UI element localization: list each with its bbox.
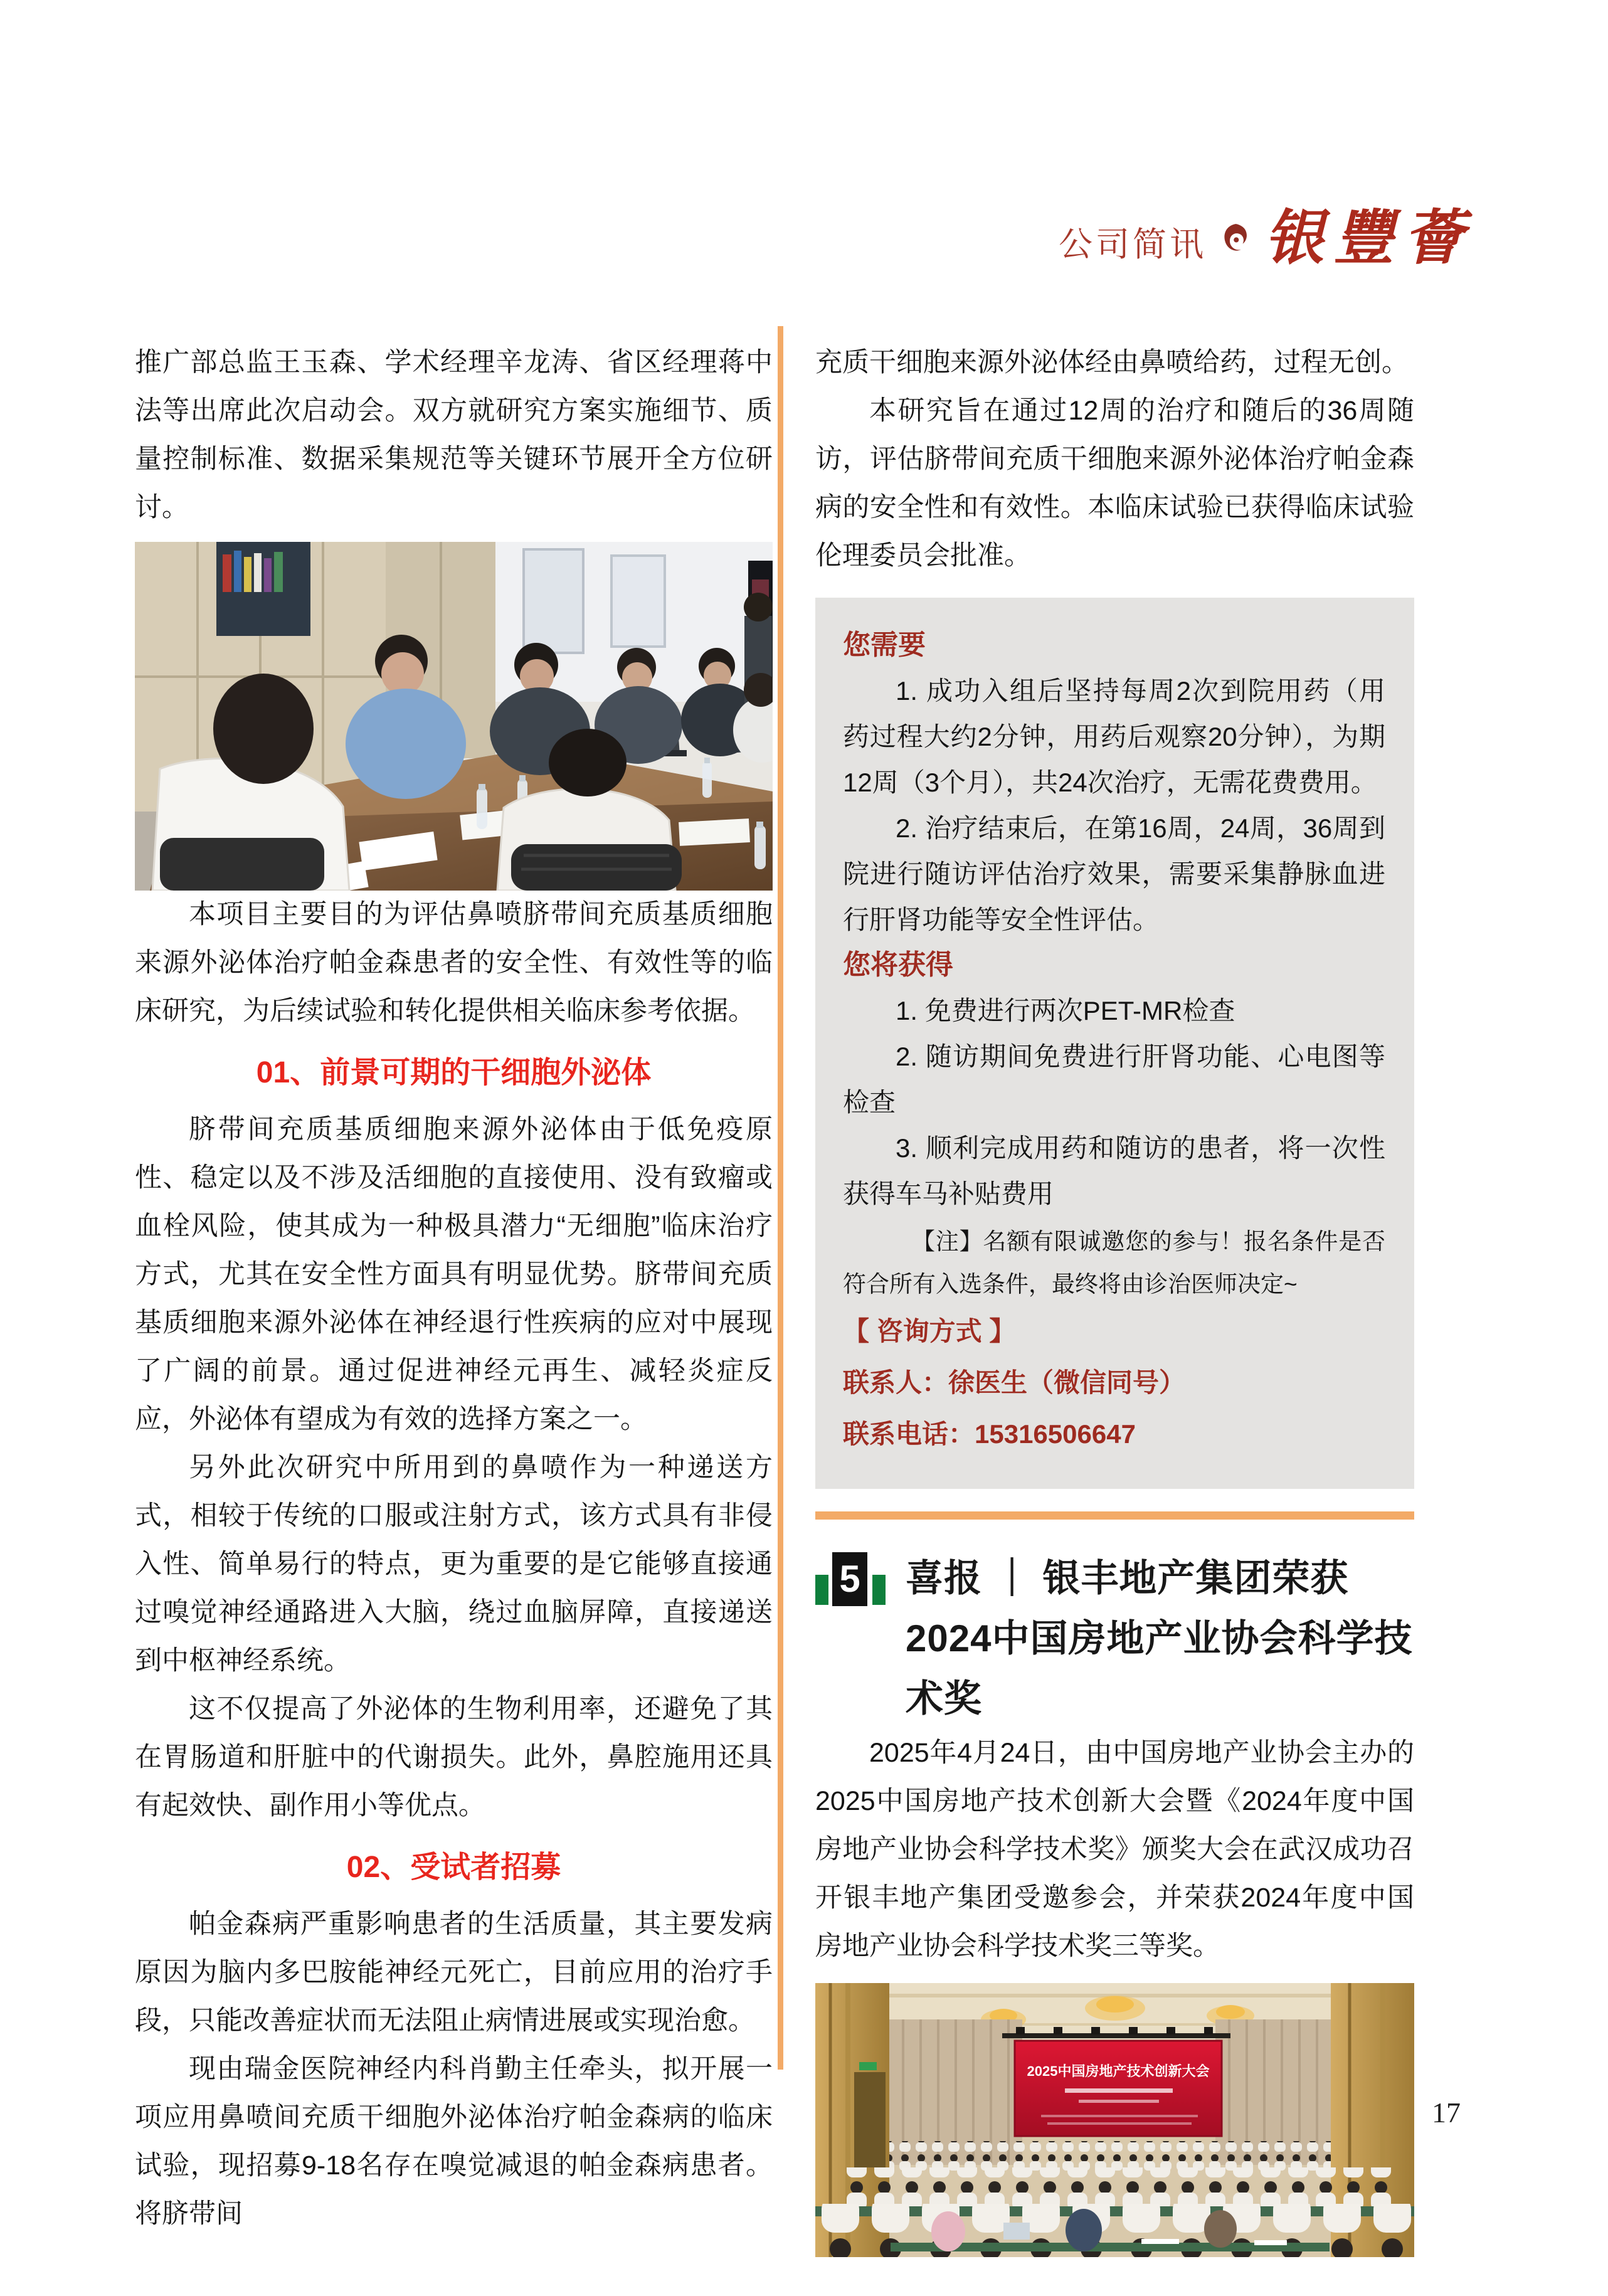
need-item: 2. 治疗结束后，在第16周，24周，36周到院进行随访评估治疗效果，需要采集静脉血进行肝肾功能等安全性评估。 xyxy=(843,813,1385,934)
orange-rule xyxy=(815,1511,1414,1520)
meeting-photo-illustration xyxy=(135,542,773,891)
contact-person: 联系人：徐医生（微信同号） xyxy=(843,1368,1186,1397)
paragraph: 2025年4月24日，由中国房地产业协会主办的2025中国房地产技术创新大会暨《2024年度中国房地产业协会科学技术奖》颁奖大会在武汉成功召开银丰地产集团受邀参会，并荣获2024年度中国房地产业协会科学技术奖三等奖。 xyxy=(815,1738,1414,1961)
box-title-gain: 您将获得 xyxy=(843,950,953,980)
badge-number-box xyxy=(832,1552,867,1606)
section-number-badge xyxy=(815,1552,886,1610)
meeting-room-photo xyxy=(135,542,773,891)
right-column xyxy=(815,339,1414,2257)
paragraph: 另外此次研究中所用到的鼻喷作为一种递送方式，相较于传统的口服或注射方式，该方式具有非侵入性、简单易行的特点，更为重要的是它能够直接通过嗅觉神经通路进入大脑，绕过血脑屏障，直接递送到中枢神经系统。 xyxy=(135,1452,773,1676)
gain-item: 2. 随访期间免费进行肝肾功能、心电图等检查 xyxy=(843,1042,1385,1117)
need-item: 1. 成功入组后坚持每周2次到院用药（用药过程大约2分钟，用药后观察20分钟），为期12周（3个月），共24次治疗，无需花费费用。 xyxy=(843,676,1385,797)
screen-title: 2025中国房地产技术创新大会 xyxy=(1027,2063,1210,2079)
paragraph: 推广部总监王玉森、学术经理辛龙涛、省区经理蒋中法等出席此次启动会。双方就研究方案实施细节、质量控制标准、数据采集规范等关键环节展开全方位研讨。 xyxy=(135,347,773,522)
section-label: 公司简讯 xyxy=(1059,225,1207,263)
paragraph: 脐带间充质基质细胞来源外泌体由于低免疫原性、稳定以及不涉及活细胞的直接使用、没有致瘤或血栓风险，使其成为一种极具潜力“无细胞”临床治疗方式，尤其在安全性方面具有明显优势。脐带间充质基质细胞来源外泌体在神经退行性疾病的应对中展现了广阔的前景。通过促进神经元再生、减轻炎症反应，外泌体有望成为有效的选择方案之一。 xyxy=(135,1114,773,1434)
award-conference-photo xyxy=(815,1983,1414,2257)
box-title-need: 您需要 xyxy=(843,630,926,660)
consult-title: 【 咨询方式 】 xyxy=(843,1316,1016,1346)
section-heading-02: 02、受试者招募 xyxy=(346,1851,561,1884)
page-number: 17 xyxy=(1432,2097,1461,2129)
gain-item: 1. 免费进行两次PET-MR检查 xyxy=(896,996,1235,1025)
conference-photo-illustration xyxy=(815,1983,1414,2257)
paragraph: 本研究旨在通过12周的治疗和随后的36周随访，评估脐带间充质干细胞来源外泌体治疗帕金森病的安全性和有效性。本临床试验已获得临床试验伦理委员会批准。 xyxy=(815,396,1414,571)
contact-phone: 联系电话：15316506647 xyxy=(843,1419,1136,1449)
section5-header xyxy=(815,1548,1414,1729)
section5-title: 喜报 ｜ 银丰地产集团荣获2024中国房地产业协会科学技术奖 xyxy=(906,1557,1413,1720)
masthead xyxy=(1059,203,1474,276)
swirl-icon xyxy=(1219,221,1252,262)
badge-green-right xyxy=(872,1575,886,1605)
note: 【注】名额有限诚邀您的参与！报名条件是否符合所有入选条件，最终将由诊治医师决定~ xyxy=(843,1229,1385,1297)
badge-green-left xyxy=(815,1575,828,1605)
section-number: 5 xyxy=(839,1558,860,1600)
left-column xyxy=(135,339,773,2238)
paragraph: 这不仅提高了外泌体的生物利用率，还避免了其在胃肠道和肝脏中的代谢损失。此外，鼻腔施用还具有起效快、副作用小等优点。 xyxy=(135,1694,773,1821)
paragraph: 帕金森病严重影响患者的生活质量，其主要发病原因为脑内多巴胺能神经元死亡，目前应用的治疗手段，只能改善症状而无法阻止病情进展或实现治愈。 xyxy=(135,1909,773,2036)
brand-logotype: 银豐薈 xyxy=(1264,203,1474,273)
paragraph: 充质干细胞来源外泌体经由鼻喷给药，过程无创。 xyxy=(815,347,1409,378)
section-heading-01: 01、前景可期的干细胞外泌体 xyxy=(256,1056,652,1089)
column-divider xyxy=(778,326,783,2070)
paragraph: 本项目主要目的为评估鼻喷脐带间充质基质细胞来源外泌体治疗帕金森患者的安全性、有效性等的临床研究，为后续试验和转化提供相关临床参考依据。 xyxy=(135,899,773,1026)
paragraph: 现由瑞金医院神经内科肖勤主任牵头，拟开展一项应用鼻喷间充质干细胞外泌体治疗帕金森病的临床试验，现招募9-18名存在嗅觉减退的帕金森病患者。将脐带间 xyxy=(135,2054,773,2229)
recruitment-info-box xyxy=(815,598,1414,1489)
gain-item: 3. 顺利完成用药和随访的患者，将一次性获得车马补贴费用 xyxy=(843,1133,1385,1209)
